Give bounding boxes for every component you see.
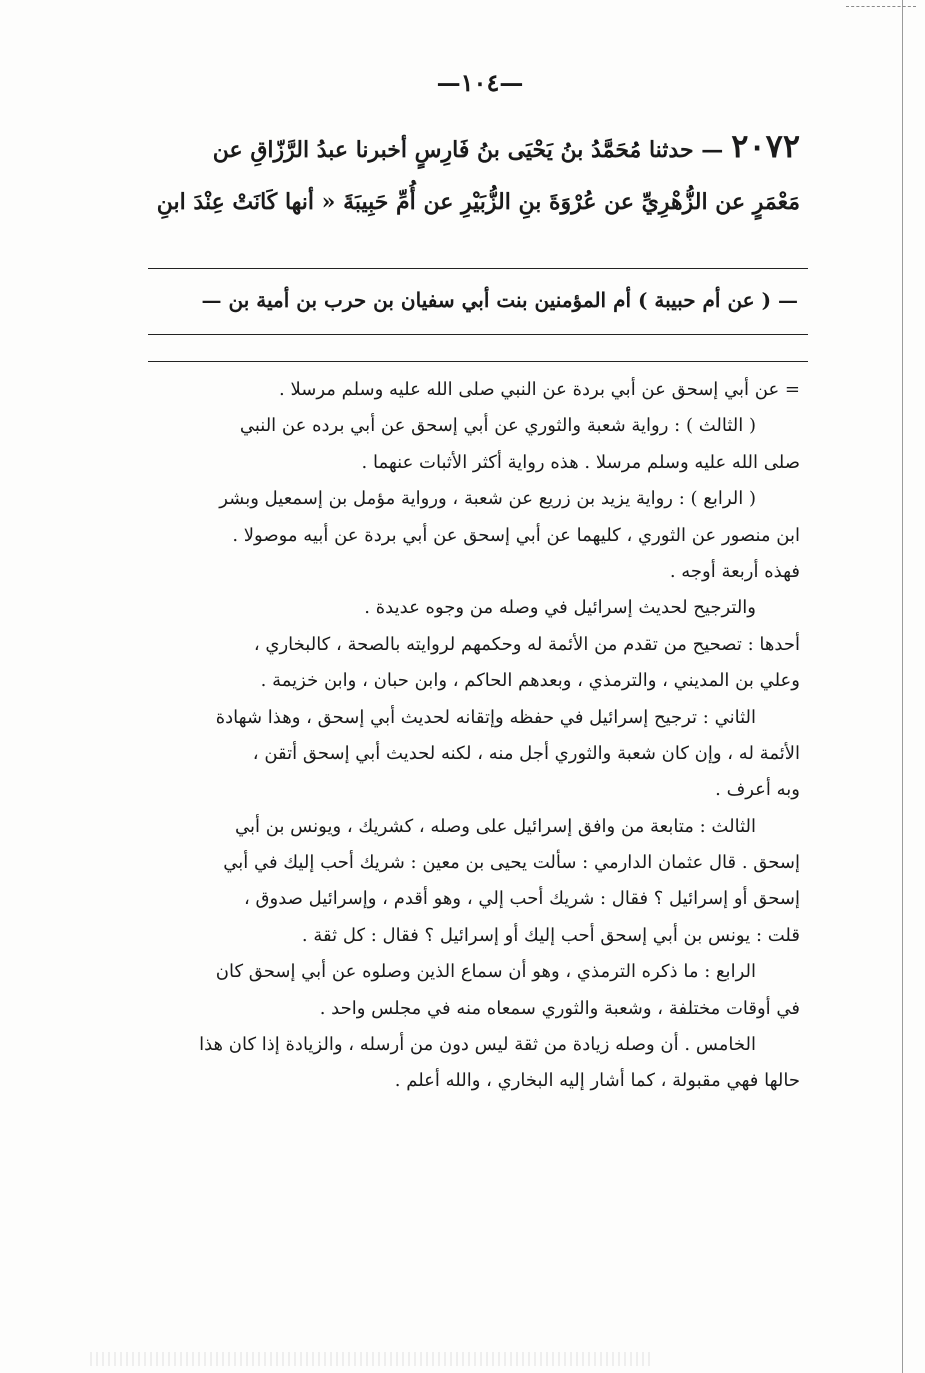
commentary-line: صلى الله عليه وسلم مرسلا . هذه رواية أكثر الأثبات عنهما .: [361, 451, 800, 473]
commentary-line: إسحق . قال عثمان الدارمي : سألت يحيى بن معين : شريك أحب إليك في أبي: [223, 852, 800, 874]
page-number: —١٠٤—: [436, 68, 524, 97]
page-edge-line: [902, 0, 903, 1373]
commentary-line: الثاني : ترجيح إسرائيل في حفظه وإتقانه لحديث أبي إسحق ، وهذا شهادة: [215, 706, 756, 728]
commentary-line: في أوقات مختلفة ، وشعبة والثوري سمعاه منه في مجلس واحد .: [319, 997, 800, 1019]
commentary-line: أحدها : تصحيح من تقدم من الأئمة له وحكمهم لروايته بالصحة ، كالبخاري ،: [253, 633, 800, 655]
commentary-line: = عن أبي إسحق عن أبي بردة عن النبي صلى الله عليه وسلم مرسلا .: [279, 379, 800, 400]
commentary-line: الخامس . أن وصله زيادة من ثقة ليس دون من أرسله ، والزيادة إذا كان هذا: [199, 1034, 756, 1056]
hadith-number: ٢٠٧٢: [731, 127, 800, 165]
commentary-line: الأئمة له ، وإن كان شعبة والثوري أجل منه ، لكنه لحديث أبي إسحق أتقن ،: [252, 742, 800, 764]
scan-noise: [90, 1352, 650, 1366]
commentary-line: إسحق أو إسرائيل ؟ فقال : شريك أحب إلي ، وهو أقدم ، وإسرائيل صدوق ،: [244, 888, 800, 910]
corner-mark: [846, 6, 916, 7]
divider-middle: [148, 334, 808, 335]
commentary-text: [100, 372, 800, 1100]
hadith-line-1-text: — حدثنا مُحَمَّدُ بنُ يَحْيَى بنُ فَارِسٍ أخبرنا عبدُ الرَّزّاقِ عن: [212, 137, 724, 163]
commentary-line: وعلي بن المديني ، والترمذي ، وبعدهم الحاكم ، وابن حبان ، وابن خزيمة .: [260, 670, 800, 692]
commentary-line: ابن منصور عن الثوري ، كليهما عن أبي إسحق عن أبي بردة عن أبيه موصولا .: [232, 524, 800, 546]
narrator-annotation: — ( عن أم حبيبة ) أم المؤمنين بنت أبي سفيان بن حرب بن أمية بن —: [201, 288, 798, 312]
commentary-line: وبه أعرف .: [715, 779, 800, 801]
commentary-line: الرابع : ما ذكره الترمذي ، وهو أن سماع الذين وصلوه عن أبي إسحق كان: [215, 961, 756, 983]
hadith-text: [140, 120, 800, 228]
commentary-line: والترجيح لحديث إسرائيل في وصله من وجوه عديدة .: [364, 597, 756, 619]
commentary-line: ( الرابع ) : رواية يزيد بن زريع عن شعبة ، ورواية مؤمل بن إسمعيل وبشر: [219, 488, 756, 510]
hadith-line-2: مَعْمَرٍ عن الزُّهْرِيِّ عن عُرْوَةَ بنِ الزُّبَيْرِ عن أُمِّ حَبِيبَةَ « أنها كَانَتْ عِنْدَ ابنِ: [156, 189, 800, 215]
commentary-line: فهذه أربعة أوجه .: [669, 560, 800, 582]
hadith-line-1: [140, 120, 800, 176]
divider-bottom: [148, 361, 808, 362]
commentary-line: ( الثالث ) : رواية شعبة والثوري عن أبي إسحق عن أبي برده عن النبي: [239, 415, 756, 437]
commentary-line: الثالث : متابعة من وافق إسرائيل على وصله ، كشريك ، ويونس بن أبي: [235, 815, 756, 837]
commentary-line: حالها فهي مقبولة ، كما أشار إليه البخاري ، والله أعلم .: [394, 1070, 800, 1092]
commentary-line: قلت : يونس بن أبي إسحق أحب إليك أو إسرائيل ؟ فقال : كل ثقة .: [301, 924, 800, 946]
divider-top: [148, 268, 808, 269]
